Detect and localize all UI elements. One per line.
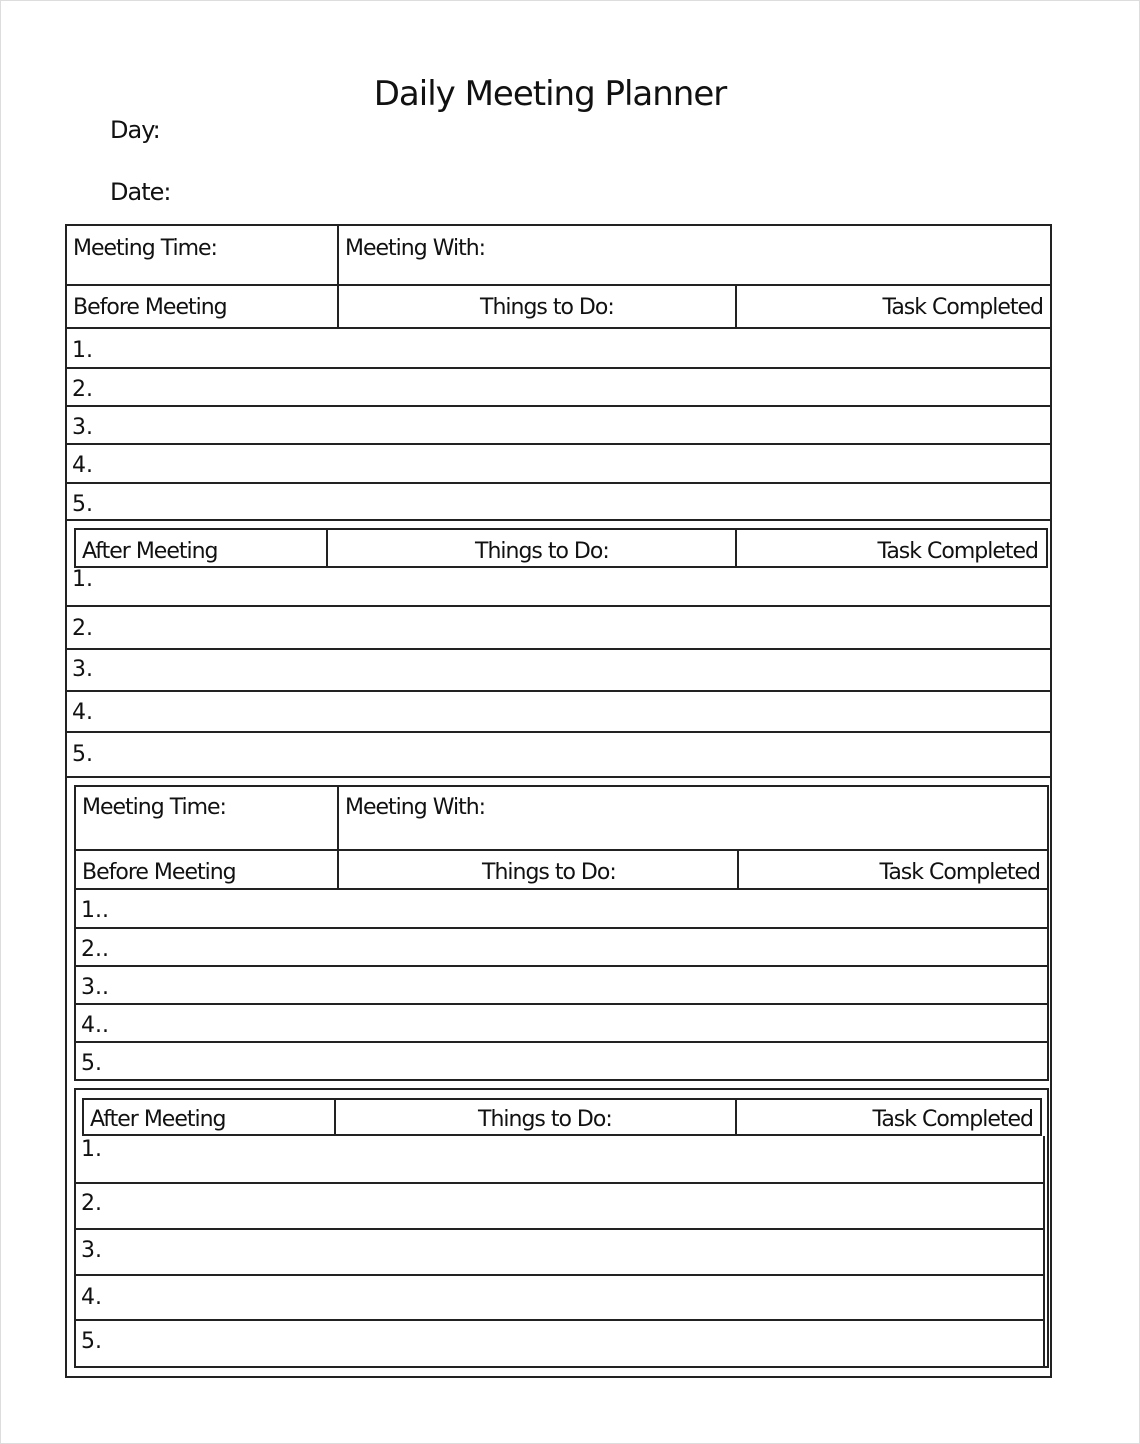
task-completed-header: Task Completed — [877, 539, 1038, 564]
divider — [334, 1099, 336, 1135]
row-line — [66, 482, 1050, 484]
task-row-number[interactable]: 1. — [72, 567, 93, 592]
row-line — [75, 1319, 1044, 1321]
row-line — [66, 443, 1050, 445]
before-meeting-label: Before Meeting — [73, 295, 227, 320]
task-row-number[interactable]: 4. — [72, 700, 93, 725]
task-row-number[interactable]: 4. — [72, 453, 93, 478]
divider — [1043, 1136, 1045, 1367]
meeting-time-field[interactable]: Meeting Time: — [73, 236, 217, 261]
before-meeting-label: Before Meeting — [82, 860, 236, 885]
after-meeting-label: After Meeting — [82, 539, 218, 564]
task-row-number[interactable]: 2. — [72, 616, 93, 641]
divider — [735, 1099, 737, 1135]
divider — [337, 786, 339, 889]
meeting-with-field[interactable]: Meeting With: — [345, 236, 486, 261]
divider — [737, 850, 739, 889]
row-line — [66, 519, 1050, 521]
row-line — [75, 1041, 1048, 1043]
task-completed-header: Task Completed — [882, 295, 1043, 320]
meeting-with-field[interactable]: Meeting With: — [345, 795, 486, 820]
task-row-number[interactable]: 1. — [81, 1137, 102, 1162]
row-line — [66, 648, 1050, 650]
row-line — [75, 927, 1048, 929]
task-row-number[interactable]: 5. — [81, 1329, 102, 1354]
row-line — [66, 690, 1050, 692]
task-completed-header: Task Completed — [879, 860, 1040, 885]
divider — [75, 849, 1048, 851]
task-row-number[interactable]: 5. — [81, 1051, 102, 1076]
task-row-number[interactable]: 2. — [81, 1191, 102, 1216]
divider — [326, 529, 328, 567]
after-meeting-label: After Meeting — [90, 1107, 226, 1132]
divider — [66, 284, 1050, 286]
row-line — [66, 731, 1050, 733]
task-row-number[interactable]: 2. — [72, 377, 93, 402]
row-line — [75, 965, 1048, 967]
task-row-number[interactable]: 4.. — [81, 1013, 109, 1038]
date-field[interactable]: Date: — [110, 178, 171, 206]
row-line — [66, 405, 1050, 407]
page-title: Daily Meeting Planner — [373, 74, 727, 114]
things-to-do-header: Things to Do: — [475, 539, 609, 564]
divider — [735, 285, 737, 328]
row-line — [66, 605, 1050, 607]
task-row-number[interactable]: 1.. — [81, 898, 109, 923]
task-row-number[interactable]: 2.. — [81, 937, 109, 962]
day-field[interactable]: Day: — [110, 116, 160, 144]
row-line — [66, 367, 1050, 369]
meeting-time-field[interactable]: Meeting Time: — [82, 795, 226, 820]
row-line — [75, 1003, 1048, 1005]
task-row-number[interactable]: 1. — [72, 338, 93, 363]
task-row-number[interactable]: 3. — [72, 415, 93, 440]
meeting-section-box — [74, 785, 1049, 1081]
task-row-number[interactable]: 4. — [81, 1285, 102, 1310]
task-row-number[interactable]: 3. — [81, 1238, 102, 1263]
divider — [75, 888, 1048, 890]
things-to-do-header: Things to Do: — [480, 295, 614, 320]
things-to-do-header: Things to Do: — [478, 1107, 612, 1132]
task-row-number[interactable]: 5. — [72, 742, 93, 767]
task-row-number[interactable]: 5. — [72, 492, 93, 517]
row-line — [66, 776, 1050, 778]
task-row-number[interactable]: 3. — [72, 657, 93, 682]
row-line — [75, 1182, 1044, 1184]
divider — [735, 529, 737, 567]
task-completed-header: Task Completed — [872, 1107, 1033, 1132]
row-line — [75, 1274, 1044, 1276]
row-line — [75, 1228, 1044, 1230]
task-row-number[interactable]: 3.. — [81, 975, 109, 1000]
things-to-do-header: Things to Do: — [482, 860, 616, 885]
divider — [337, 225, 339, 328]
divider — [66, 327, 1050, 329]
